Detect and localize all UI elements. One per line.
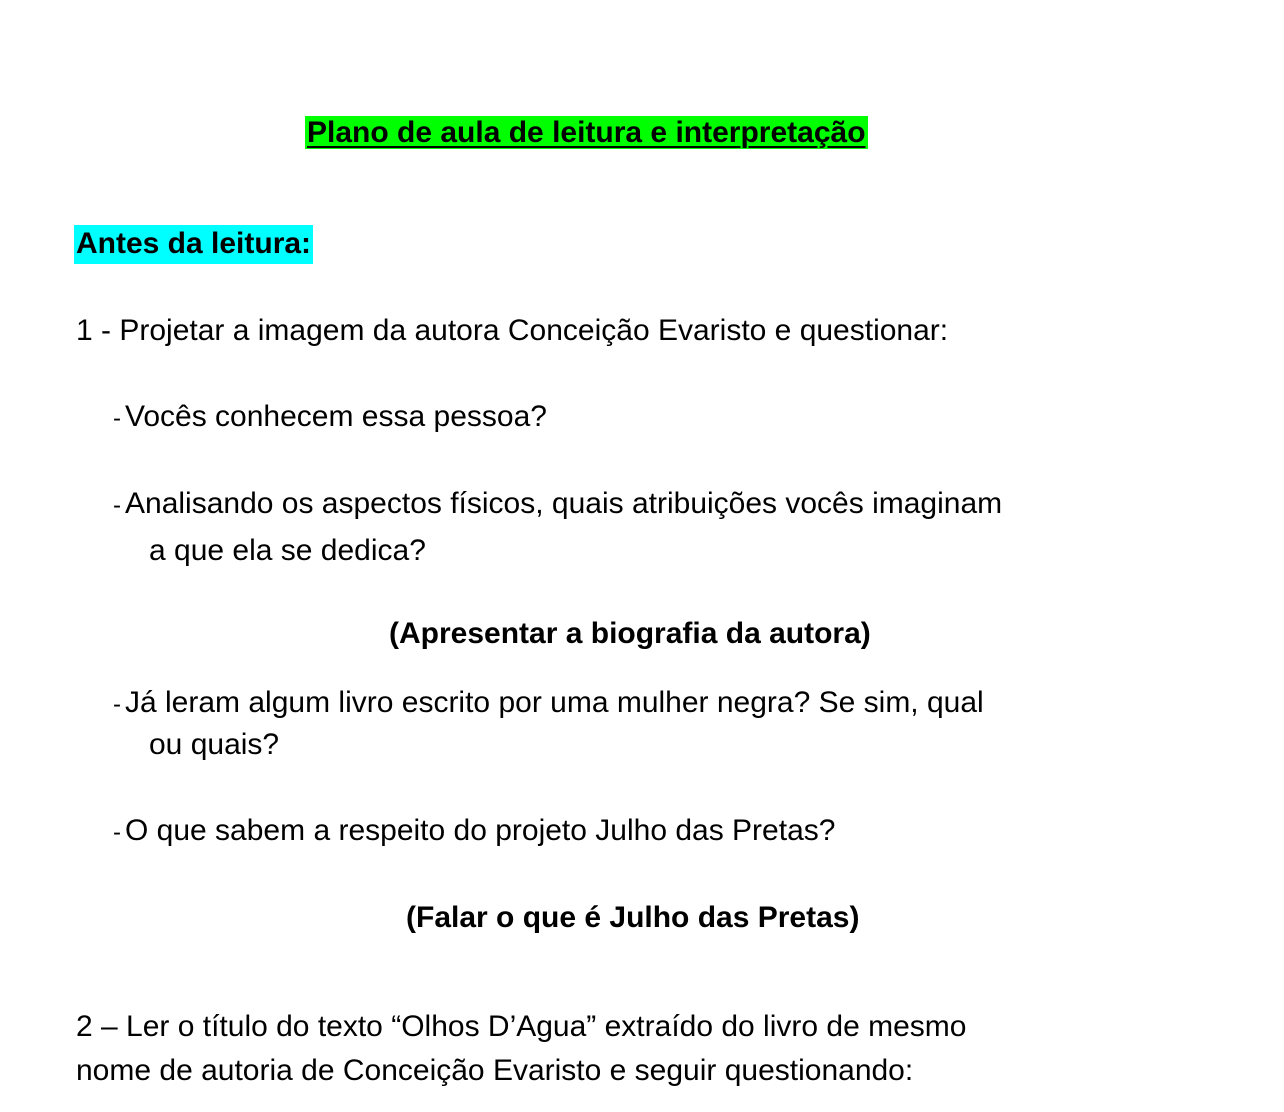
question-1: [113, 399, 547, 437]
question-4: [113, 813, 835, 851]
item-1: 1 - Projetar a imagem da autora Conceição Evaristo e questionar:: [76, 314, 949, 347]
item-2-line-2: nome de autoria de Conceição Evaristo e seguir questionando:: [76, 1054, 914, 1087]
heading-highlight: Antes da leitura:: [74, 225, 313, 264]
dash-marker: -: [113, 819, 121, 846]
note-julho-das-pretas: (Falar o que é Julho das Pretas): [406, 901, 860, 934]
note-biography: (Apresentar a biografia da autora): [389, 617, 871, 650]
question-2-text: Analisando os aspectos físicos, quais atribuições vocês imaginam: [125, 487, 1003, 520]
question-2-line-1: [113, 486, 1002, 524]
dash-marker: -: [113, 405, 121, 432]
question-1-text: Vocês conhecem essa pessoa?: [125, 400, 547, 433]
dash-marker: -: [113, 492, 121, 519]
dash-marker: -: [113, 691, 121, 718]
question-2-line-2: a que ela se dedica?: [149, 534, 426, 567]
title-highlight: Plano de aula de leitura e interpretação: [307, 116, 866, 149]
question-3-text: Já leram algum livro escrito por uma mulher negra? Se sim, qual: [125, 686, 984, 719]
question-3-line-2: ou quais?: [149, 728, 280, 761]
question-4-text: O que sabem a respeito do projeto Julho das Pretas?: [125, 814, 836, 847]
item-2-line-1: 2 – Ler o título do texto “Olhos D’Agua” extraído do livro de mesmo: [76, 1010, 967, 1043]
section-heading: [74, 226, 313, 262]
question-3-line-1: [113, 685, 984, 723]
document-title: [305, 115, 868, 151]
